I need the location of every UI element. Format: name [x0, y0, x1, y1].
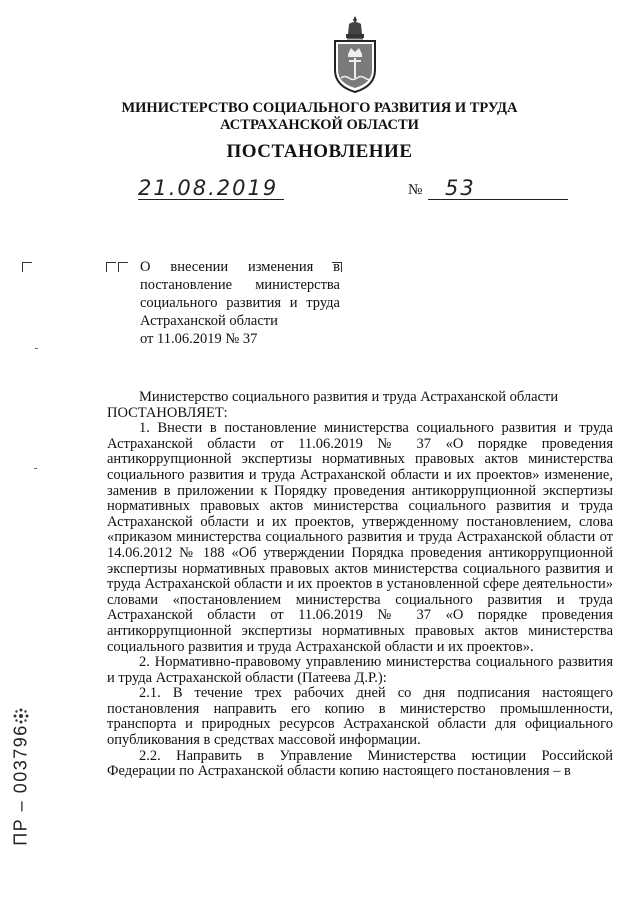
body-paragraph-2-2: 2.2. Направить в Управление Министерства юстиции Российской Федерации по Астраханской области копию настоящего постановления – в: [107, 747, 613, 780]
document-subject: [140, 258, 340, 348]
subject-line: социального развития и труда: [140, 295, 340, 311]
registration-stamp: [4, 705, 38, 865]
margin-speck: [34, 468, 37, 469]
body-intro: Министерство социального развития и труда Астраханской области: [139, 389, 559, 405]
registration-stamp-text: ПР – 003796: [10, 724, 31, 846]
body-paragraph-2-1: 2.1. В течение трех рабочих дней со дня подписания настоящего постановления направить его копию в министерство промышленности, транспорта и природных ресурсов Астраханской области для официального опубликования в средствах массовой информации.: [107, 685, 613, 749]
subject-line: от 11.06.2019 № 37: [140, 331, 258, 347]
subject-line: О внесении изменения в: [140, 259, 340, 275]
ministry-name-line1: МИНИСТЕРСТВО СОЦИАЛЬНОГО РАЗВИТИЯ И ТРУДА: [121, 100, 518, 116]
handwritten-date: 21.08.2019: [138, 176, 279, 200]
coat-of-arms-emblem: [325, 14, 385, 94]
document-body: [107, 390, 613, 780]
handwritten-number: 53: [445, 176, 476, 200]
corner-mark-subject-2: [118, 262, 128, 272]
ministry-name-line2: АСТРАХАНСКОЙ ОБЛАСТИ: [220, 117, 419, 133]
number-underline: [428, 199, 568, 200]
subject-line: Астраханской области: [140, 313, 278, 329]
corner-mark-subject-1: [106, 262, 116, 272]
document-type-title: ПОСТАНОВЛЕНИЕ: [226, 141, 413, 162]
corner-mark-left: [22, 262, 32, 272]
date-underline: [138, 199, 284, 200]
seal-mark-icon: [12, 707, 30, 725]
body-paragraph-2: 2. Нормативно-правовому управлению министерства социального развития и труда Астраханской области (Патеева Д.Р.):: [107, 654, 613, 686]
margin-speck: [35, 348, 38, 349]
body-paragraph-1: 1. Внести в постановление министерства социального развития и труда Астраханской области от 11.06.2019 № 37 «О порядке проведения антикоррупционной экспертизы нормативных правовых актов министерства социального развития и труда Астраханской области и их проектов» изменение, заменив в приложении к Порядку проведения антикоррупционной экспертизы нормативных правовых актов министерства социального развития и труда Астраханской области и их проектов, утвержденному постановлением, слова «приказом министерства социального развития и труда Астраханской области от 14.06.2012 № 188 «Об утверждении Порядка проведения антикоррупционной экспертизы нормативных правовых актов министерства социального развития и труда Астраханской области и их проектов в установленной сфере деятельности» словами «постановлением министерства социального развития и труда Астраханской области от 11.06.2019 № 37 «О порядке проведения антикоррупционной экспертизы нормативных правовых актов министерства социального развития и труда Астраханской области и их проектов».: [107, 420, 613, 655]
subject-line: постановление министерства: [140, 277, 340, 293]
number-sign: №: [408, 182, 423, 198]
body-decree: ПОСТАНОВЛЯЕТ:: [107, 404, 228, 421]
